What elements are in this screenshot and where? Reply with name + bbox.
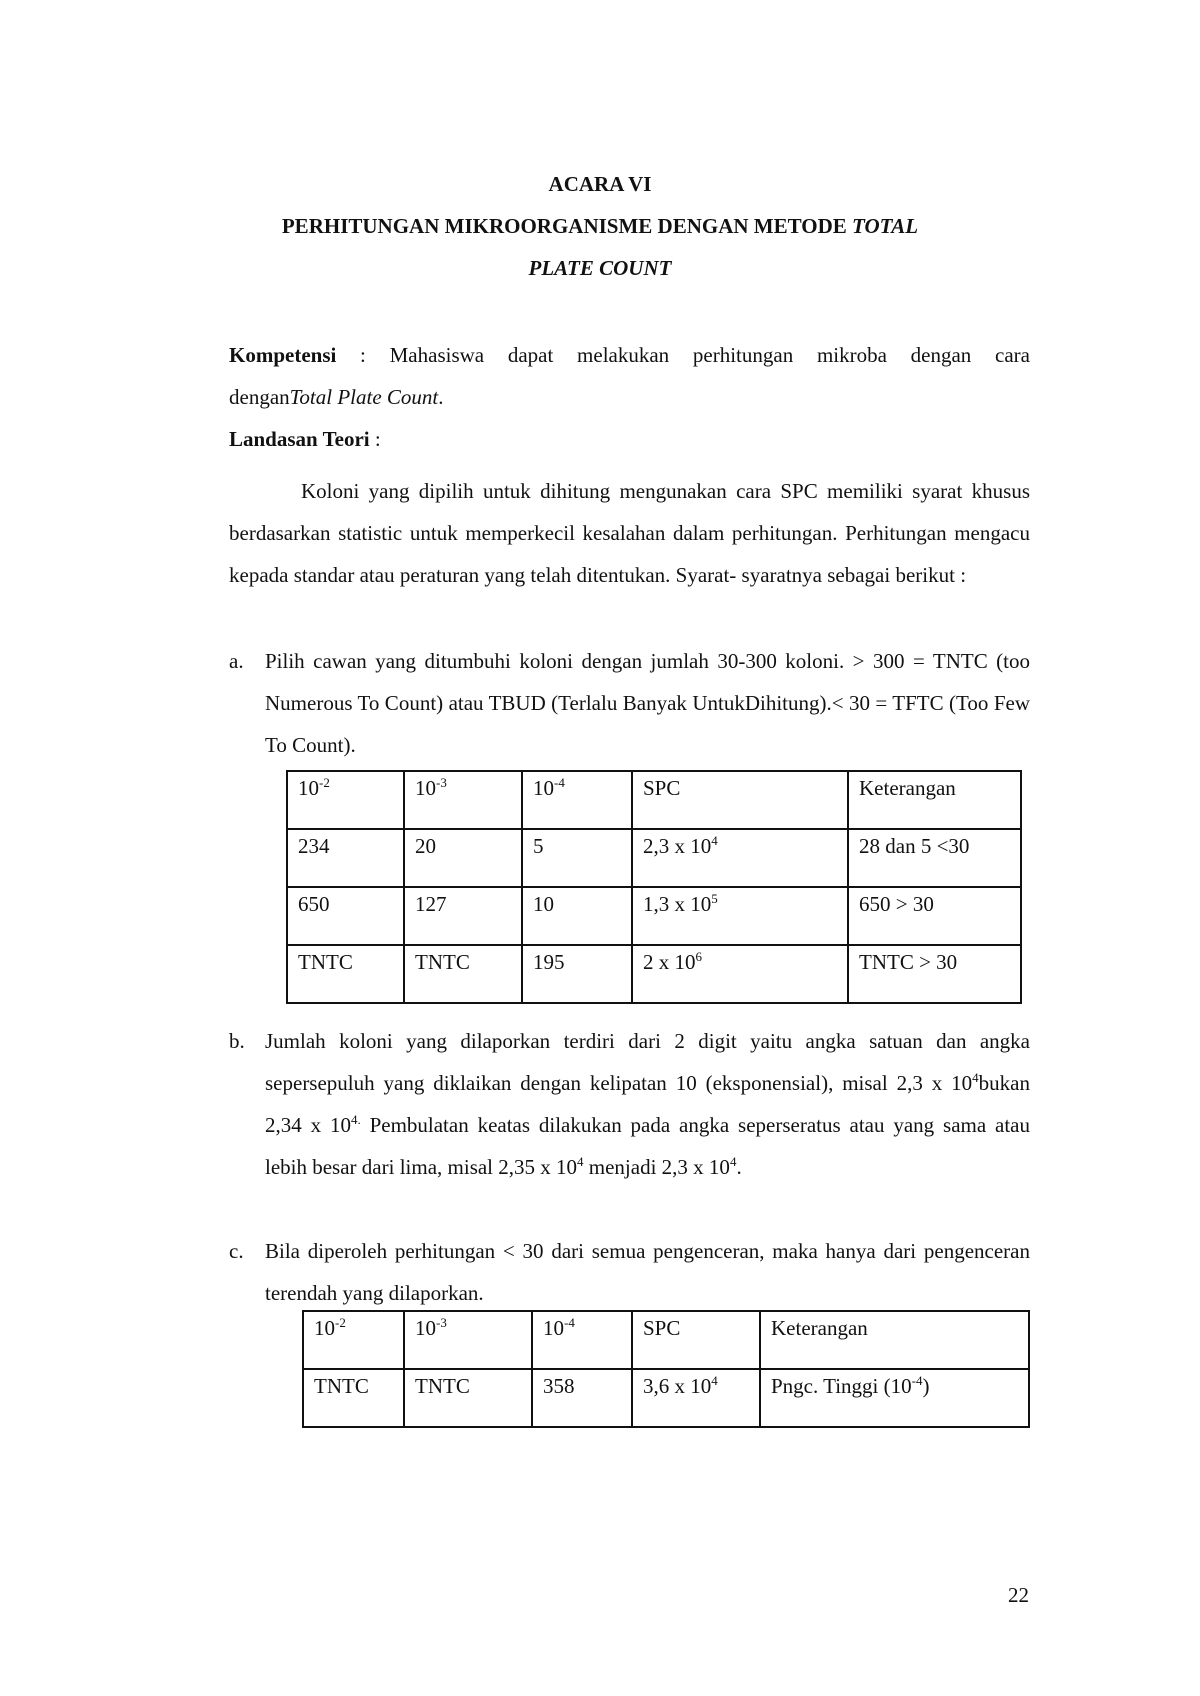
chapter-number [0, 172, 1200, 197]
table-cell: 28 dan 5 <30 [848, 829, 1021, 887]
header-cell-dilution-4 [532, 1311, 632, 1369]
theory-paragraph: Koloni yang dipilih untuk dihitung mengunakan cara SPC memiliki syarat khusus berdasarkan statistic untuk memperkecil kesalahan dalam perhitungan. Perhitungan mengacu kepada standar atau peraturan yang telah ditentukan. Syarat- syaratnya sebagai berikut : [229, 479, 1030, 587]
spc-base: 3,6 x 10 [643, 1374, 712, 1398]
exponent: 4. [350, 1112, 361, 1127]
table-row [287, 829, 1021, 887]
table-cell: 650 [287, 887, 404, 945]
header-cell-dilution-2 [303, 1311, 404, 1369]
table-row [287, 945, 1021, 1003]
table-cell: 127 [404, 887, 522, 945]
table-cell: 195 [522, 945, 632, 1003]
header-cell-dilution-3 [404, 1311, 532, 1369]
list-text-b-part: . [736, 1155, 742, 1179]
list-item-a [229, 640, 1030, 766]
ket-text-end: ) [922, 1374, 930, 1398]
table-cell: TNTC [404, 1369, 532, 1427]
landasan-heading [229, 418, 1030, 460]
list-item-b [229, 1020, 1030, 1188]
table-cell: 5 [522, 829, 632, 887]
dilution-exponent: -4 [554, 775, 565, 790]
chapter-title-text: PERHITUNGAN MIKROORGANISME DENGAN METODE [281, 214, 853, 238]
dilution-base: 10 [415, 776, 436, 800]
exponent: 4 [729, 1154, 737, 1169]
spc-exponent: 6 [695, 949, 702, 964]
spc-exponent: 4 [711, 1373, 718, 1388]
list-text-b-part: bukan 2,34 x 10 [265, 1071, 1030, 1137]
table-cell: 234 [287, 829, 404, 887]
list-text-c: Bila diperoleh perhitungan < 30 dari semua pengenceran, maka hanya dari pengenceran terendah yang dilaporkan. [265, 1239, 1030, 1305]
header-cell-dilution-2 [287, 771, 404, 829]
table-row [287, 887, 1021, 945]
list-marker-c: c. [229, 1239, 244, 1263]
spc-base: 2 x 10 [643, 950, 696, 974]
dilution-base: 10 [415, 1316, 436, 1340]
table-row [303, 1369, 1029, 1427]
dilution-base: 10 [533, 776, 554, 800]
chapter-number-text: ACARA VI [548, 172, 652, 196]
list-text-b [265, 1020, 1030, 1188]
list-text-a: Pilih cawan yang ditumbuhi koloni dengan jumlah 30-300 koloni. > 300 = TNTC (too Numerous To Count) atau TBUD (Terlalu Banyak UntukDihitung).< 30 = TFTC (Too Few To Count). [265, 649, 1030, 757]
spc-base: 2,3 x 10 [643, 834, 712, 858]
kompetensi-text: Mahasiswa dapat melakukan perhitungan mikroba dengan cara [389, 343, 1030, 367]
table-header-row [303, 1311, 1029, 1369]
spc-base: 1,3 x 10 [643, 892, 712, 916]
kompetensi-paragraph [229, 334, 1030, 418]
chapter-title-italic-2: PLATE COUNT [528, 256, 672, 280]
ket-exponent: -4 [911, 1373, 923, 1388]
list-marker-a: a. [229, 649, 244, 673]
header-cell-dilution-4 [522, 771, 632, 829]
kompetensi-separator: : [336, 343, 390, 367]
kompetensi-end: . [438, 385, 444, 409]
spc-table-1 [286, 770, 1022, 1004]
header-cell-spc: SPC [632, 1311, 760, 1369]
table-cell: 20 [404, 829, 522, 887]
table-cell-spc [632, 829, 848, 887]
dilution-exponent: -3 [436, 1315, 447, 1330]
dilution-exponent: -2 [319, 775, 330, 790]
page-number: 22 [1008, 1583, 1029, 1607]
table-cell: TNTC [404, 945, 522, 1003]
kompetensi-prefix: dengan [229, 385, 290, 409]
table-cell: 650 > 30 [848, 887, 1021, 945]
landasan-separator: : [369, 427, 381, 451]
dilution-exponent: -3 [436, 775, 447, 790]
kompetensi-italic: Total Plate Count [289, 385, 439, 409]
exponent: 4 [972, 1070, 979, 1085]
list-text-b-part: Jumlah koloni yang dilaporkan terdiri dari 2 digit yaitu angka satuan dan angka sepersepuluh yang diklaikan dengan kelipatan 10 (eksponensial), misal 2,3 x 10 [265, 1029, 1030, 1095]
header-cell-keterangan: Keterangan [848, 771, 1021, 829]
dilution-base: 10 [298, 776, 319, 800]
spc-exponent: 4 [711, 833, 718, 848]
list-text-b-part: menjadi 2,3 x 10 [583, 1155, 730, 1179]
chapter-title-italic: TOTAL [852, 214, 919, 238]
table-cell-spc [632, 1369, 760, 1427]
spc-table-2 [302, 1310, 1030, 1428]
table-cell [760, 1369, 1029, 1427]
table-cell-spc [632, 945, 848, 1003]
list-item-c [229, 1230, 1030, 1314]
dilution-exponent: -4 [564, 1315, 575, 1330]
list-marker-b: b. [229, 1029, 245, 1053]
table-cell: 358 [532, 1369, 632, 1427]
table-cell: TNTC [287, 945, 404, 1003]
exponent: 4 [577, 1154, 584, 1169]
ket-text: Pngc. Tinggi (10 [771, 1374, 912, 1398]
kompetensi-label: Kompetensi [229, 343, 337, 367]
dilution-exponent: -2 [335, 1315, 346, 1330]
chapter-title-line2 [0, 256, 1200, 281]
table-cell: 10 [522, 887, 632, 945]
header-cell-keterangan: Keterangan [760, 1311, 1029, 1369]
header-cell-dilution-3 [404, 771, 522, 829]
dilution-base: 10 [314, 1316, 335, 1340]
list-text-b-part: Pembulatan keatas dilakukan pada angka seperseratus atau yang sama atau lebih besar dari lima, misal 2,35 x 10 [265, 1113, 1030, 1179]
spc-exponent: 5 [711, 891, 718, 906]
table-cell: TNTC [303, 1369, 404, 1427]
chapter-title-line1 [0, 214, 1200, 239]
table-header-row [287, 771, 1021, 829]
dilution-base: 10 [543, 1316, 564, 1340]
landasan-label: Landasan Teori [229, 427, 370, 451]
table-cell: TNTC > 30 [848, 945, 1021, 1003]
table-cell-spc [632, 887, 848, 945]
header-cell-spc: SPC [632, 771, 848, 829]
